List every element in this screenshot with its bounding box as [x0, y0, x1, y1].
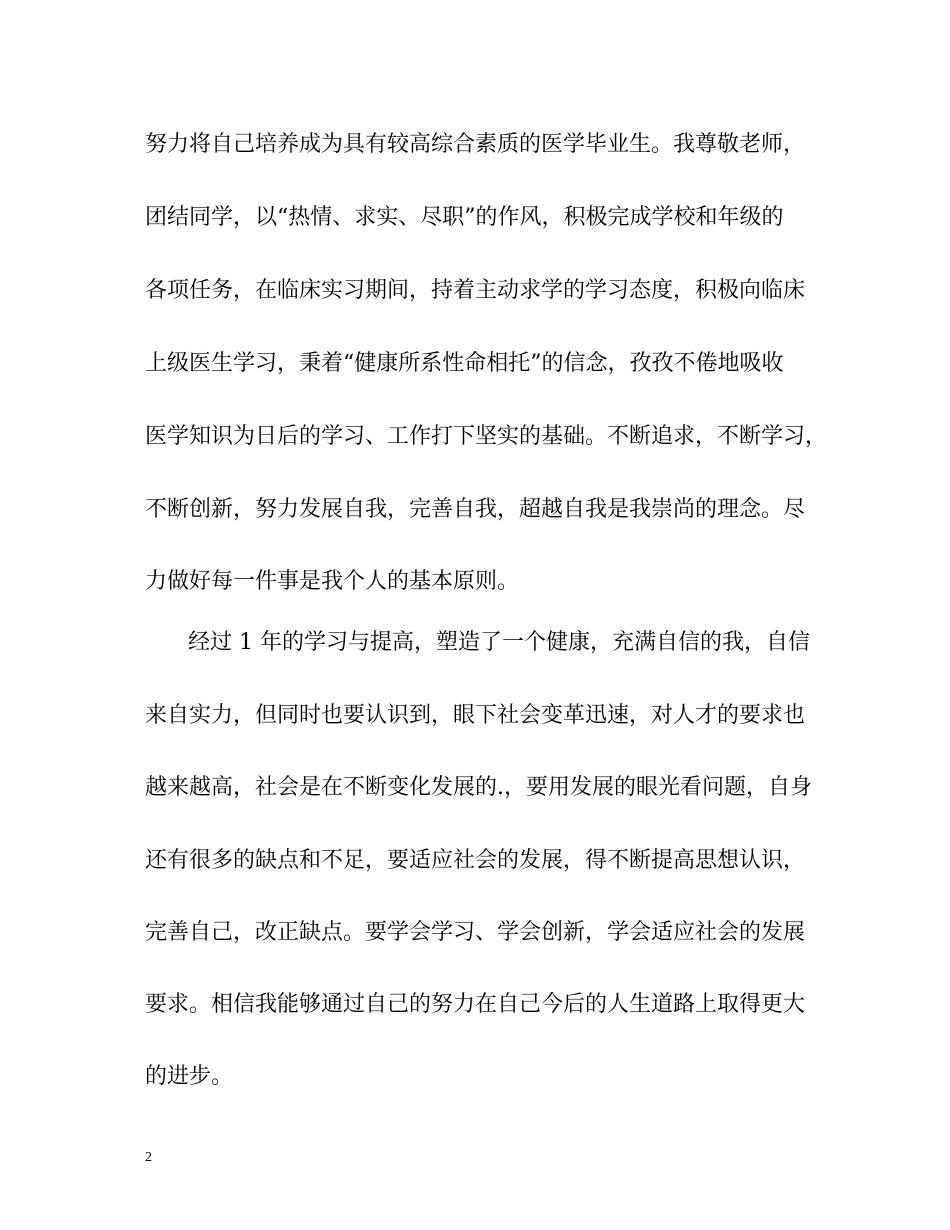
text-line: 不断创新，努力发展自我，完善自我，超越自我是我崇尚的理念。尽 — [145, 497, 806, 522]
text-line: 力做好每一件事是我个人的基本原则。 — [145, 569, 520, 594]
page-number: 2 — [145, 1150, 152, 1165]
text-line: 各项任务，在临床实习期间，持着主动求学的学习态度，积极向临床 — [145, 278, 806, 303]
text-line: 的进步。 — [145, 1064, 234, 1089]
text-line: 医学知识为日后的学习、工作打下坚实的基础。不断追求，不断学习， — [145, 424, 828, 449]
text-line: 越来越高，社会是在不断变化发展的.，要用发展的眼光看问题，自身 — [145, 775, 812, 800]
text-line: 要求。相信我能够通过自己的努力在自己今后的人生道路上取得更大 — [145, 992, 806, 1017]
text-line: 团结同学，以“热情、求实、尽职”的作风，积极完成学校和年级的 — [145, 205, 784, 230]
text-line: 来自实力，但同时也要认识到，眼下社会变革迅速，对人才的要求也 — [145, 703, 806, 728]
text-line: 还有很多的缺点和不足，要适应社会的发展，得不断提高思想认识， — [145, 848, 806, 873]
text-line: 上级医生学习，秉着“健康所系性命相托”的信念，孜孜不倦地吸收 — [145, 351, 784, 376]
text-line: 努力将自己培养成为具有较高综合素质的医学毕业生。我尊敬老师， — [145, 132, 806, 157]
text-line: 完善自己，改正缺点。要学会学习、学会创新，学会适应社会的发展 — [145, 920, 806, 945]
text-line: 经过 1 年的学习与提高，塑造了一个健康，充满自信的我，自信 — [188, 630, 810, 655]
